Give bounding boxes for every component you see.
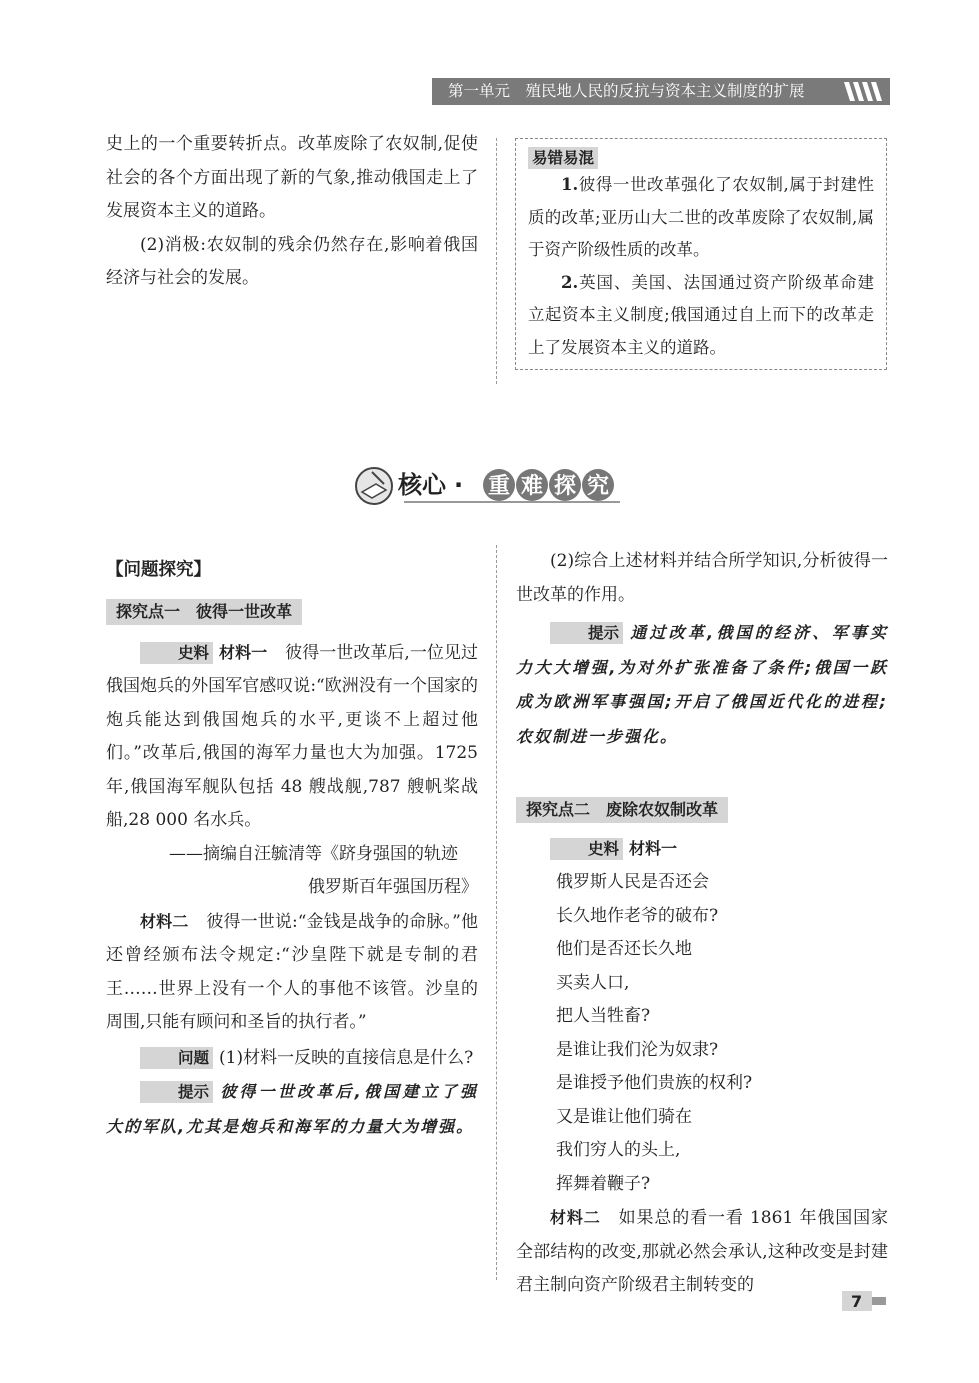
poem-line: 俄罗斯人民是否还会 (556, 872, 709, 892)
page-number-badge (842, 1291, 886, 1311)
hint-2 (516, 616, 888, 754)
point2-material2-text: 如果总的看一看 1861 年俄国国家全部结构的改变,那就必然会承认,这种改变是封建君主制向资产阶级君主制转变的 (516, 1208, 888, 1295)
material1-source-line1: ——摘编自汪毓清等《跻身强国的轨迹 (169, 843, 458, 864)
poem-line: 买卖人口, (556, 972, 630, 993)
historical-material-tag: 史料 (140, 642, 213, 664)
top-left-column (106, 128, 478, 296)
mistake-item-1-number: 1. (561, 175, 579, 194)
poem (516, 866, 888, 1201)
unit-header-bar (432, 78, 890, 105)
point1-material1 (106, 636, 478, 838)
poem-line: 长久地作老爷的破布? (556, 905, 719, 926)
question-exploration-heading: 【问题探究】 (106, 560, 211, 580)
hint-tag: 提示 (140, 1081, 213, 1103)
material1-label: 材料一 (219, 642, 268, 662)
mistake-item-1 (528, 169, 874, 267)
core-title-char-2: 难 (521, 474, 544, 499)
core-title-part1: 核心 (398, 471, 446, 499)
negative-effect-paragraph: (2)消极:农奴制的残余仍然存在,影响着俄国经济与社会的发展。 (106, 234, 478, 288)
material2-text: 彼得一世说:“金钱是战争的命脉。”他还曾经颁布法令规定:“沙皇陛下就是专制的君王……世界上没有一个人的事他不该管。沙皇的周围,只能有顾问和圣旨的执行者。” (106, 911, 478, 1032)
poem-line: 是谁授予他们贵族的权利? (556, 1073, 753, 1093)
core-section-title (352, 462, 632, 512)
mistake-item-2-number: 2. (561, 272, 579, 292)
material2-label: 材料二 (140, 911, 189, 931)
material1-text: 彼得一世改革后,一位见过俄国炮兵的外国军官感叹说:“欧洲没有一个国家的炮兵能达到俄国炮兵的水平,更谈不上超过他们。”改革后,俄国的海军力量也大为加强。1725 年,俄国海军舰队包括 48 艘战舰,787 艘帆桨战船,28 000 名水兵。 (106, 642, 478, 830)
hint-tag: 提示 (550, 622, 623, 644)
poem-line: 又是谁让他们骑在 (556, 1106, 692, 1127)
poem-line: 他们是否还长久地 (556, 939, 692, 959)
exploration-point-1-heading: 探究点一 彼得一世改革 (106, 599, 302, 625)
poem-line: 把人当牲畜? (556, 1006, 651, 1026)
mistake-item-1-text: 彼得一世改革强化了农奴制,属于封建性质的改革;亚历山大二世的改革废除了农奴制,属于资产阶级性质的改革。 (528, 175, 874, 259)
question-2: (2)综合上述材料并结合所学知识,分析彼得一世改革的作用。 (516, 551, 888, 605)
historical-material-tag: 史料 (550, 838, 623, 860)
header-stripes-decoration (844, 82, 884, 101)
core-title-char-1: 重 (488, 474, 511, 499)
point2-material2 (516, 1201, 888, 1303)
common-mistakes-label: 易错易混 (528, 147, 598, 169)
page-number: 7 (851, 1292, 863, 1311)
bottom-column-divider (496, 545, 497, 1280)
question-1 (106, 1042, 478, 1076)
common-mistakes-box (515, 138, 887, 370)
point1-material2 (106, 905, 478, 1040)
core-title-char-4: 究 (587, 474, 610, 499)
top-column-divider (496, 138, 497, 384)
poem-line: 我们穷人的头上, (556, 1140, 681, 1160)
point2-material2-label: 材料二 (550, 1208, 601, 1227)
unit-title: 第一单元 殖民地人民的反抗与资本主义制度的扩展 (448, 82, 805, 100)
hint-1 (106, 1075, 478, 1144)
core-title-graphic (352, 462, 632, 512)
continuation-paragraph: 史上的一个重要转折点。改革废除了农奴制,促使社会的各个方面出现了新的气象,推动俄国走上了发展资本主义的道路。 (106, 134, 478, 221)
material1-source-line2: 俄罗斯百年强国历程》 (308, 877, 478, 897)
core-title-dot: · (454, 471, 464, 499)
question-tag: 问题 (140, 1047, 213, 1069)
left-column (106, 552, 478, 1144)
mistake-item-2 (528, 267, 874, 365)
hint-1-text: 彼得一世改革后,俄国建立了强大的军队,尤其是炮兵和海军的力量大为增强。 (106, 1082, 478, 1136)
question-1-text: (1)材料一反映的直接信息是什么? (219, 1047, 474, 1068)
core-title-char-3: 探 (554, 474, 577, 499)
hint-2-text: 通过改革,俄国的经济、军事实力大大增强,为对外扩张准备了条件;俄国一跃成为欧洲军事强国;开启了俄国近代化的进程;农奴制进一步强化。 (516, 623, 888, 746)
poem-line: 是谁让我们沦为奴隶? (556, 1039, 719, 1060)
point2-material1-header (516, 832, 888, 867)
mistake-item-2-text: 英国、美国、法国通过资产阶级革命建立起资本主义制度;俄国通过自上而下的改革走上了发展资本主义的道路。 (528, 272, 874, 357)
poem-line: 挥舞着鞭子? (556, 1173, 651, 1194)
right-column (516, 545, 888, 1303)
exploration-point-2-heading: 探究点二 废除农奴制改革 (516, 797, 728, 823)
point2-material1-label: 材料一 (629, 838, 678, 858)
